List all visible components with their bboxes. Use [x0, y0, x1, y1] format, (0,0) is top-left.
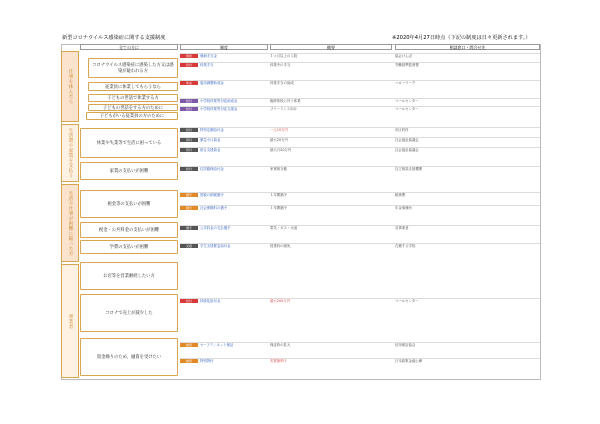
- row-contact: コールセンター: [395, 107, 419, 111]
- category-hardship: [61, 184, 79, 262]
- group-public-fees: 税金・公共料金の支払いが困難: [80, 222, 178, 238]
- row-desc: フリーランス向け: [270, 107, 297, 111]
- group-rent: 家賃の支払いが困難: [80, 162, 178, 180]
- col-header-summary: 概要: [270, 44, 392, 50]
- row-badge: 給付: [180, 99, 198, 103]
- row-badge: 融資: [180, 359, 198, 363]
- document-timestamp: ※2020年4月27日時点（下記の制度は日々更新されます。）: [392, 35, 531, 41]
- row-desc: 休業手当の助成: [270, 81, 294, 85]
- row-desc: 最大200万円: [270, 299, 291, 303]
- row-desc: 最大20万円: [270, 138, 288, 142]
- row-desc: 臨時休校に伴う休業: [270, 99, 301, 103]
- row-name[interactable]: 休業手当: [200, 63, 214, 67]
- row-contact: 社会福祉協議会: [395, 148, 419, 152]
- row-badge: 融資: [180, 343, 198, 347]
- group-financing: 資金繰りのため、融資を受けたい: [80, 338, 178, 376]
- group-income-loss: 休業や失業等で生活に困っている: [80, 128, 178, 158]
- row-badge: 貸付: [180, 148, 198, 152]
- row-contact: 日本政策金融公庫: [395, 359, 423, 363]
- row-badge: 給付: [180, 63, 198, 67]
- row-name[interactable]: セーフティネット保証: [200, 343, 234, 347]
- row-name[interactable]: 社会保険料の猶予: [200, 206, 228, 210]
- group-child-care-leave: 子どもの世話で休業する方: [88, 94, 178, 102]
- row-desc: 実質無利子: [270, 359, 287, 363]
- row-name[interactable]: 傷病手当金: [200, 54, 217, 58]
- row-desc: 最大月20万円: [270, 148, 292, 152]
- row-desc: １年間猶予: [270, 193, 287, 197]
- row-contact: 信用保証協会: [395, 343, 416, 347]
- row-badge: 給付: [180, 128, 198, 132]
- group-tuition: 学費の支払いが困難: [80, 240, 178, 254]
- row-badge: 支援: [180, 244, 198, 248]
- row-desc: １ヵ月以上の入院: [270, 54, 298, 58]
- row-badge: 助成: [180, 81, 198, 85]
- row-badge: 猶予: [180, 206, 198, 210]
- row-desc: 一人10万円: [270, 128, 288, 132]
- row-name[interactable]: 小学校休業等対応支援金: [200, 107, 238, 111]
- row-name[interactable]: 緊急小口資金: [200, 138, 221, 142]
- row-name[interactable]: 国税の納税猶予: [200, 193, 224, 197]
- row-desc: １年間猶予: [270, 206, 287, 210]
- col-header-system: 制度: [180, 44, 268, 50]
- document-title: 新型コロナウイルス感染症に関する支援制度: [62, 35, 166, 41]
- row-contact: 協会けんぽ: [395, 54, 412, 58]
- group-tax: 税金等の支払いが困難: [80, 190, 178, 218]
- row-name[interactable]: 総合支援資金: [200, 148, 221, 152]
- row-contact: ハローワーク: [395, 81, 416, 85]
- group-child-care: 子どもの世話をする方のために: [88, 104, 178, 111]
- row-name[interactable]: 住居確保給付金: [200, 167, 224, 171]
- category-label: 生活や仕事が困難に陥った方: [68, 190, 73, 256]
- row-contact: コールセンター: [395, 99, 419, 103]
- row-contact: 市区町村: [395, 128, 409, 132]
- row-name[interactable]: 雇用調整助成金: [200, 81, 224, 85]
- group-infected: コロナウイルス感染症に感染した方又は感染が疑われる方: [88, 58, 178, 78]
- category-label: 事業者: [68, 313, 73, 329]
- row-contact: 在籍する学校: [395, 244, 416, 248]
- row-name[interactable]: 持続化給付金: [200, 299, 221, 303]
- row-name[interactable]: 特別定額給付金: [200, 128, 224, 132]
- row-contact: 社会福祉協議会: [395, 138, 419, 142]
- col-header-contact: 相談窓口・問合せ先: [395, 44, 540, 50]
- row-name[interactable]: 学生支援緊急給付金: [200, 244, 231, 248]
- category-living-costs: [61, 124, 79, 182]
- category-label: 仕事を休んだら: [68, 69, 73, 104]
- row-desc: 電気・ガス・水道: [270, 226, 298, 230]
- row-badge: 猶予: [180, 226, 198, 230]
- group-revenue-drop: コロナで売上が減少した: [80, 294, 178, 332]
- category-work-leave: [61, 51, 79, 122]
- row-contact: 税務署: [395, 193, 406, 197]
- row-contact: 自立相談支援機関: [395, 167, 423, 171]
- row-badge: 相談: [180, 54, 198, 58]
- group-business-continuity: お店等を営業継続したい方: [80, 262, 178, 290]
- category-business: [61, 264, 79, 378]
- row-contact: コールセンター: [395, 299, 419, 303]
- row-badge: 給付: [180, 299, 198, 303]
- row-name[interactable]: 公共料金の支払猶予: [200, 226, 231, 230]
- category-label: 生活費や家賃を支払う: [68, 128, 73, 178]
- row-desc: 休業中の手当: [270, 63, 291, 67]
- group-employee-leave: 従業員に休業してもらうなら: [88, 82, 178, 91]
- row-contact: 労働基準監督署: [395, 63, 419, 67]
- row-name[interactable]: 小学校休業等対応助成金: [200, 99, 238, 103]
- row-badge: 給付: [180, 107, 198, 111]
- row-desc: 保証枠の拡大: [270, 343, 291, 347]
- row-badge: 給付: [180, 167, 198, 171]
- row-badge: 貸付: [180, 138, 198, 142]
- row-badge: 猶予: [180, 193, 198, 197]
- row-desc: 家賃相当額: [270, 167, 287, 171]
- row-desc: 授業料の減免: [270, 244, 291, 248]
- row-contact: 年金事務所: [395, 206, 412, 210]
- group-employees-children: 子どもがいる従業員の方のために: [86, 112, 178, 120]
- row-contact: 各事業者: [395, 226, 409, 230]
- row-name[interactable]: 特別貸付: [200, 359, 214, 363]
- col-header-all: 全ての方に: [80, 44, 178, 50]
